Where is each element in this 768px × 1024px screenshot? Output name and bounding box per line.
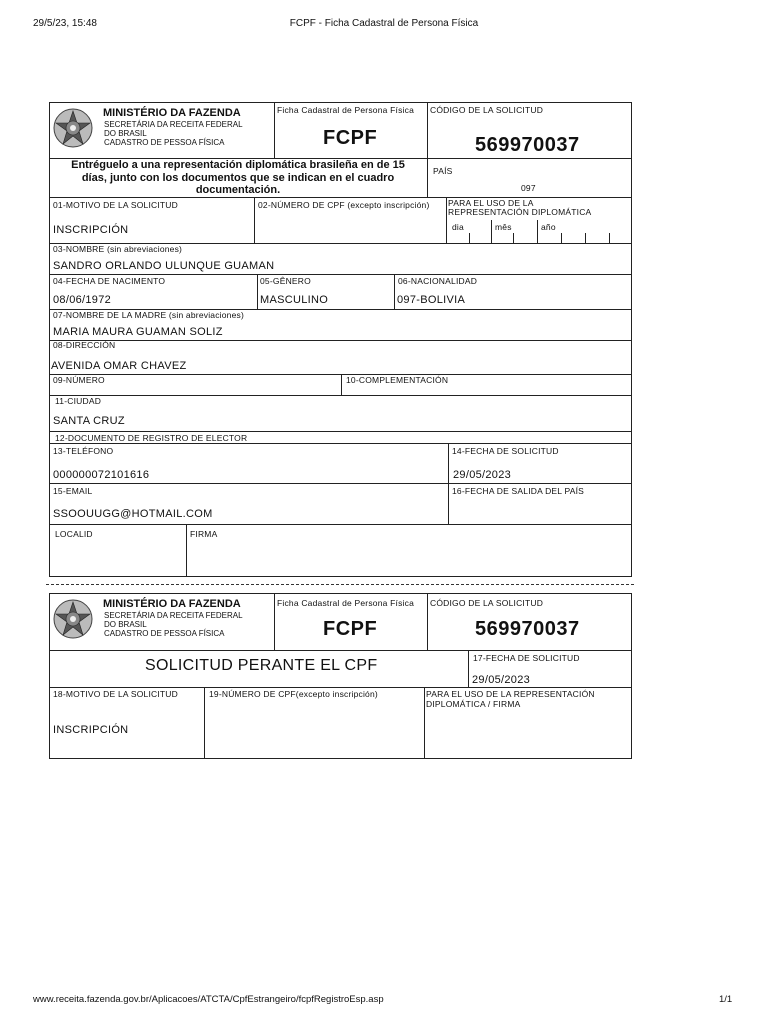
complementacion-label: 10-COMPLEMENTACIÓN	[346, 375, 449, 385]
telefono-label: 13-TELÉFONO	[53, 446, 114, 456]
uso-line-2: DIPLOMÁTICA / FIRMA	[426, 699, 521, 709]
numero-label: 09-NÚMERO	[53, 375, 105, 385]
email-value: SSOOUUGG@HOTMAIL.COM	[53, 508, 213, 520]
print-page-count: 1/1	[719, 994, 733, 1005]
instructions-line-2: días, junto con los documentos que se indican en el cuadro	[81, 171, 395, 184]
madre-label: 07-NOMBRE DE LA MADRE (sin abreviaciones)	[53, 310, 245, 320]
ficha-label: Ficha Cadastral de Persona Física	[277, 598, 414, 608]
uso-line-2: REPRESENTACIÓN DIPLOMÁTICA	[448, 207, 592, 217]
fecha-solicitud-value: 29/05/2023	[472, 674, 531, 686]
genero-label: 05-GÊNERO	[260, 276, 311, 286]
salida-label: 16-FECHA DE SALIDA DEL PAÍS	[452, 486, 585, 496]
localid-label: LOCALID	[55, 529, 93, 539]
ficha-label: Ficha Cadastral de Persona Física	[277, 105, 414, 115]
codigo-value: 569970037	[475, 134, 580, 156]
email-label: 15-EMAIL	[53, 486, 93, 496]
ministry-line-1: SECRETÁRIA DA RECEITA FEDERAL	[104, 120, 243, 129]
pais-value: 097	[521, 183, 536, 193]
uso-line-1: PARA EL USO DE LA REPRESENTACIÓN	[426, 689, 595, 699]
fecha-solicitud-label: 14-FECHA DE SOLICITUD	[452, 446, 559, 456]
pais-label: PAÍS	[433, 166, 453, 176]
ministry-subtitle	[104, 611, 274, 638]
uso-diplomatico-label	[448, 199, 591, 217]
motivo-value: INSCRIPCIÓN	[53, 724, 129, 736]
print-url: www.receita.fazenda.gov.br/Aplicacoes/ATCTA/CpfEstrangeiro/fcpfRegistroEsp.asp	[33, 994, 384, 1005]
telefono-value: 000000072101616	[53, 469, 150, 481]
ministry-line-3: CADASTRO DE PESSOA FÍSICA	[104, 629, 225, 638]
fecha-solicitud-value: 29/05/2023	[453, 469, 512, 481]
codigo-value: 569970037	[475, 618, 580, 640]
uso-diplomatico-label	[426, 689, 595, 709]
instructions-line-1: Entréguelo a una representación diplomática brasileña en de 15	[71, 159, 405, 171]
nacimiento-label: 04-FECHA DE NACIMENTO	[53, 276, 166, 286]
ministry-line-1: SECRETÁRIA DA RECEITA FEDERAL	[104, 611, 243, 620]
ministry-title: MINISTÉRIO DA FAZENDA	[103, 107, 241, 119]
instructions-text	[52, 159, 424, 197]
cut-line	[46, 584, 634, 585]
ano-label: año	[541, 222, 556, 232]
cpf-label: 19-NÚMERO DE CPF(excepto inscripción)	[209, 689, 378, 699]
direccion-value: AVENIDA OMAR CHAVEZ	[51, 360, 187, 372]
direccion-label: 08-DIRECCIÓN	[53, 340, 116, 350]
cpf-label: 02-NÚMERO DE CPF (excepto inscripción)	[258, 200, 430, 210]
ministry-title: MINISTÉRIO DA FAZENDA	[103, 598, 241, 610]
ministry-line-2: DO BRASIL	[104, 620, 147, 629]
solicitud-title: SOLICITUD PERANTE EL CPF	[145, 657, 378, 674]
elector-label: 12-DOCUMENTO DE REGISTRO DE ELECTOR	[55, 433, 248, 443]
brazil-coat-of-arms-icon	[52, 598, 94, 645]
ciudad-value: SANTA CRUZ	[53, 415, 125, 427]
brazil-coat-of-arms-icon	[52, 107, 94, 154]
print-datetime: 29/5/23, 15:48	[33, 18, 97, 29]
genero-value: MASCULINO	[260, 294, 329, 306]
fcpf-title: FCPF	[323, 127, 378, 149]
fecha-solicitud-label: 17-FECHA DE SOLICITUD	[473, 653, 580, 663]
ministry-line-3: CADASTRO DE PESSOA FÍSICA	[104, 138, 225, 147]
codigo-label: CÓDIGO DE LA SOLICITUD	[430, 105, 544, 115]
mes-label: mês	[495, 222, 512, 232]
instructions-line-3: documentación.	[195, 184, 281, 196]
firma-label: FIRMA	[190, 529, 218, 539]
madre-value: MARIA MAURA GUAMAN SOLIZ	[53, 326, 223, 338]
ciudad-label: 11-CIUDAD	[55, 396, 102, 406]
codigo-label: CÓDIGO DE LA SOLICITUD	[430, 598, 544, 608]
nombre-value: SANDRO ORLANDO ULUNQUE GUAMAN	[53, 260, 275, 272]
fcpf-title: FCPF	[323, 618, 378, 640]
nacionalidad-value: 097-BOLIVIA	[397, 294, 466, 306]
nacimiento-value: 08/06/1972	[53, 294, 112, 306]
ministry-line-2: DO BRASIL	[104, 129, 147, 138]
dia-label: dia	[452, 222, 464, 232]
ministry-subtitle	[104, 120, 274, 147]
nombre-label: 03-NOMBRE (sin abreviaciones)	[53, 244, 183, 254]
print-page-title: FCPF - Ficha Cadastral de Persona Física	[289, 18, 479, 29]
motivo-value: INSCRIPCIÓN	[53, 224, 129, 236]
nacionalidad-label: 06-NACIONALIDAD	[398, 276, 478, 286]
motivo-label: 01-MOTIVO DE LA SOLICITUD	[53, 200, 178, 210]
motivo-label: 18-MOTIVO DE LA SOLICITUD	[53, 689, 178, 699]
uso-line-1: PARA EL USO DE LA	[448, 198, 534, 208]
